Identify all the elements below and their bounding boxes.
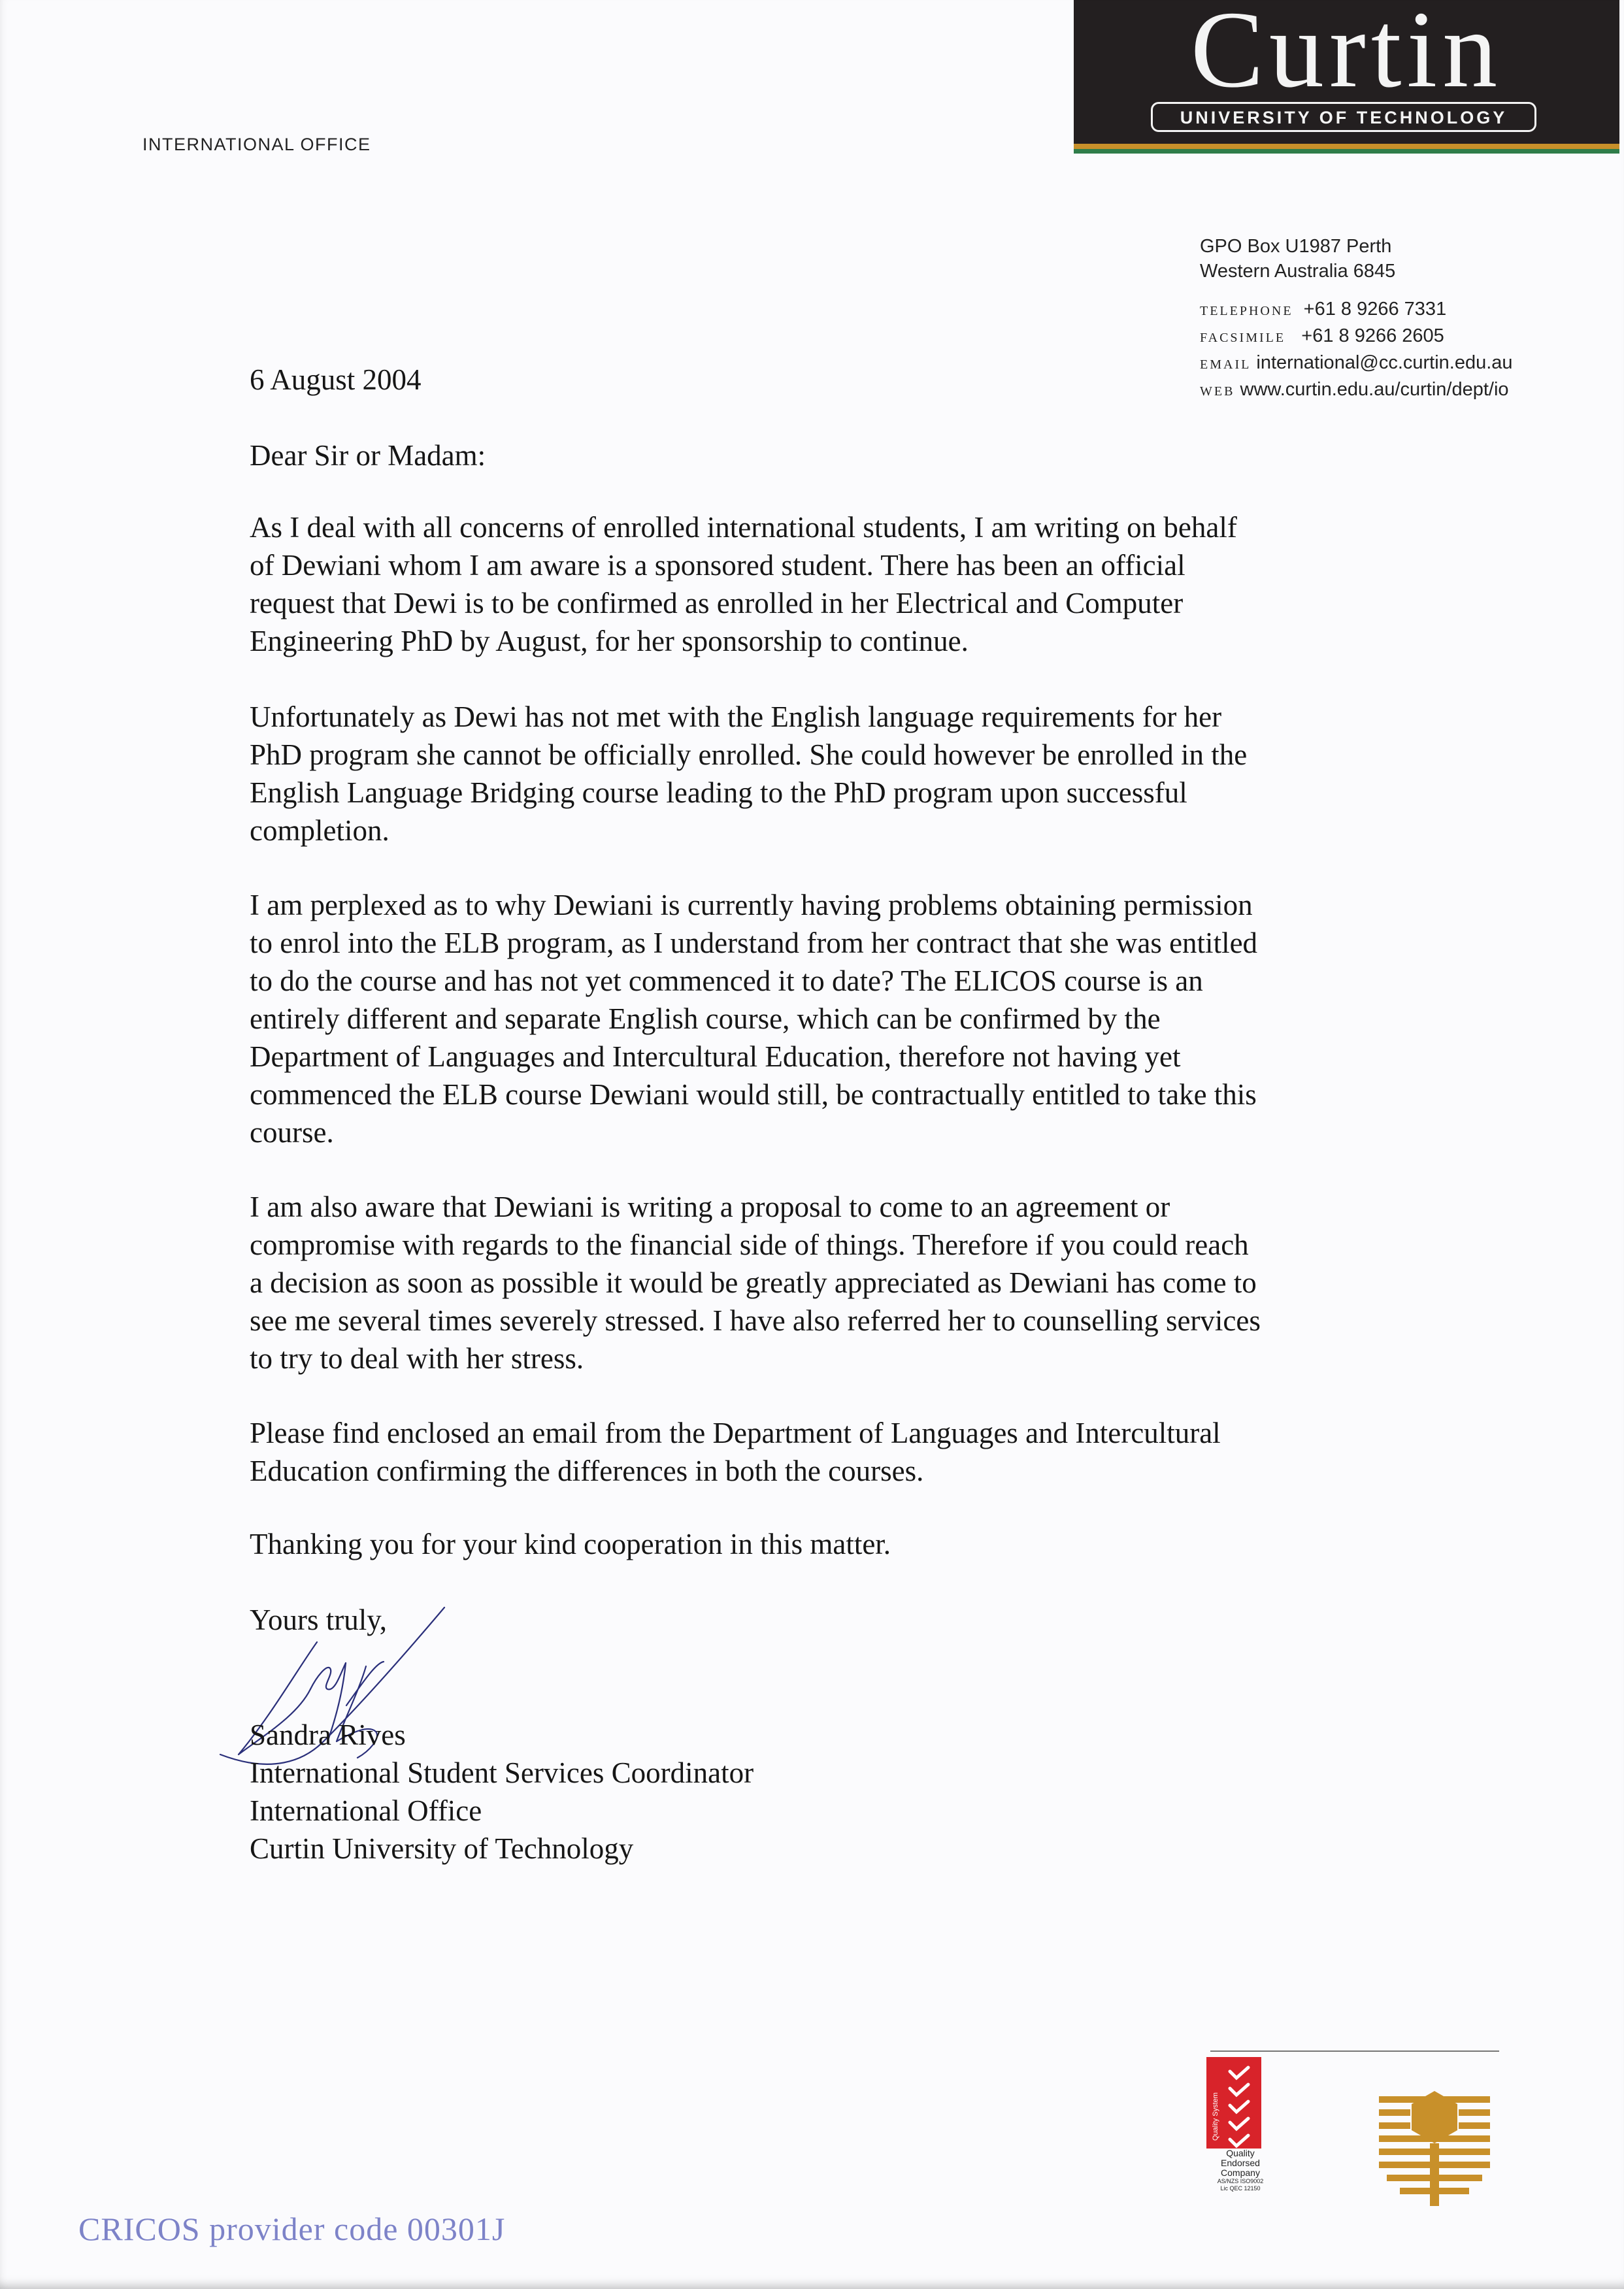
signature-block [250,1716,754,1868]
text-line: English Language Bridging course leading to the PhD program upon successful [250,776,1187,809]
badge-vertical-label: Quality System [1212,2092,1219,2141]
closing: Yours truly, [250,1604,388,1636]
text-line: Education confirming the differences in both the courses. [250,1455,924,1487]
curtin-logo [1074,0,1619,144]
text-line: request that Dewi is to be confirmed as enrolled in her Electrical and Computer [250,587,1184,619]
contact-label: TELEPHONE [1200,304,1293,318]
cricos-stamp: CRICOS provider code 00301J [78,2211,506,2247]
contact-value: +61 8 9266 7331 [1303,299,1447,320]
text-line: completion. [250,814,389,847]
badge-line: Quality [1226,2148,1255,2158]
contact-details [1200,297,1513,404]
text-line: to enrol into the ELB program, as I understand from her contract that she was entitled [250,927,1258,959]
text-line: As I deal with all concerns of enrolled international students, I am writing on behalf [250,511,1237,544]
badge-line: Endorsed [1221,2158,1260,2168]
contact-label: FACSIMILE [1200,331,1286,345]
logo-wordmark: Curtin [1190,0,1503,110]
contact-facsimile [1200,323,1513,350]
paragraph-2 [250,698,1247,849]
letter-date: 6 August 2004 [250,363,422,396]
logo-green-stripe [1074,149,1619,154]
address-line: Western Australia 6845 [1200,261,1396,282]
signer-office: International Office [250,1794,482,1827]
text-line: of Dewiani whom I am aware is a sponsored student. There has been an official [250,549,1185,582]
signer-title: International Student Services Coordinator [250,1756,754,1789]
paragraph-6 [250,1525,891,1563]
text-line: PhD program she cannot be officially enrolled. She could however be enrolled in the [250,738,1248,771]
contact-telephone [1200,297,1513,323]
paragraph-4 [250,1188,1261,1377]
text-line: Engineering PhD by August, for her sponsorship to continue. [250,625,969,657]
postal-address [1200,234,1395,284]
text-line: compromise with regards to the financial side of things. Therefore if you could reach [250,1228,1249,1261]
paragraph-3 [250,886,1257,1151]
contact-web [1200,377,1513,404]
logo-subtitle-frame [1151,102,1536,132]
badge-small-line: Lic QEC 12150 [1220,2185,1261,2192]
badge-small-line: AS/NZS ISO9002 [1217,2178,1264,2184]
text-line: Department of Languages and Intercultural Education, therefore not having yet [250,1040,1181,1073]
contact-value: www.curtin.edu.au/curtin/dept/io [1240,379,1509,400]
contact-email [1200,350,1513,377]
text-line: Thanking you for your kind cooperation in this matter. [250,1528,891,1560]
department-label: INTERNATIONAL OFFICE [142,135,371,154]
badge-line: Company [1221,2167,1260,2178]
logo-gold-stripe [1074,144,1619,149]
text-line: Unfortunately as Dewi has not met with the English language requirements for her [250,700,1222,733]
text-line: to try to deal with her stress. [250,1342,584,1375]
signer-name: Sandra Rives [250,1719,406,1751]
text-line: Please find enclosed an email from the Department of Languages and Intercultural [250,1417,1221,1449]
paragraph-1 [250,508,1237,660]
text-line: entirely different and separate English course, which can be confirmed by the [250,1002,1161,1035]
signer-institution: Curtin University of Technology [250,1832,634,1865]
university-crest-icon [1379,2090,1490,2207]
text-line: a decision as soon as possible it would be greatly appreciated as Dewiani has come to [250,1266,1257,1299]
salutation: Dear Sir or Madam: [250,439,486,472]
footer-divider [1210,2050,1499,2052]
text-line: see me several times severely stressed. I have also referred her to counselling services [250,1304,1261,1337]
badge-caption [1201,2149,1280,2192]
contact-label: WEB [1200,384,1235,399]
address-line: GPO Box U1987 Perth [1200,236,1392,257]
text-line: I am perplexed as to why Dewiani is currently having problems obtaining permission [250,889,1253,921]
text-line: I am also aware that Dewiani is writing a proposal to come to an agreement or [250,1191,1170,1223]
contact-label: EMAIL [1200,357,1251,372]
text-line: commenced the ELB course Dewiani would still, be contractually entitled to take this [250,1078,1257,1111]
text-line: to do the course and has not yet commenced it to date? The ELICOS course is an [250,964,1203,997]
paragraph-5 [250,1414,1221,1490]
logo-subtitle: UNIVERSITY OF TECHNOLOGY [1180,108,1508,127]
text-line: course. [250,1116,334,1149]
contact-value: +61 8 9266 2605 [1301,325,1444,346]
contact-value: international@cc.curtin.edu.au [1256,352,1513,373]
